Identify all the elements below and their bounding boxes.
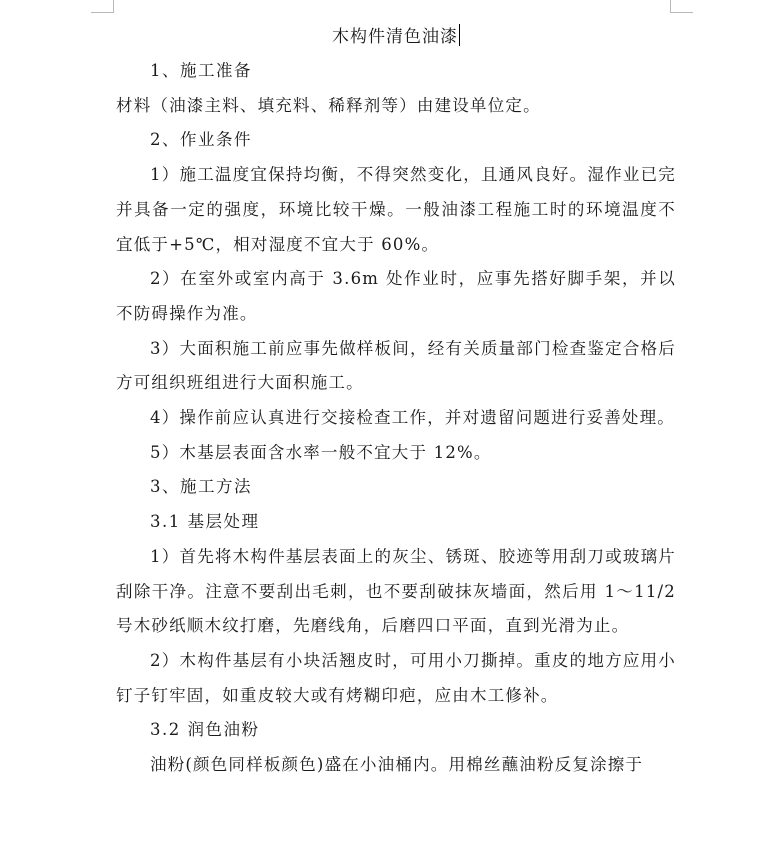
paragraph-condition-3: 3）大面积施工前应事先做样板间，经有关质量部门检查鉴定合格后方可组织班组进行大面积施工。	[116, 338, 676, 393]
subsection-heading-base: 3.1 基层处理	[150, 512, 260, 532]
paragraph-condition-4: 4）操作前应认真进行交接检查工作，并对遗留问题进行妥善处理。	[150, 408, 675, 428]
section-heading-method: 3、施工方法	[150, 477, 252, 497]
section-heading-preparation: 1、施工准备	[150, 61, 252, 80]
paragraph-base-1: 1）首先将木构件基层表面上的灰尘、锈斑、胶迹等用刮刀或玻璃片刮除干净。注意不要刮出毛刺，也不要刮破抹灰墙面，然后用 1～11/2 号木砂纸顺木纹打磨，先磨线角，后磨四口平面，直到光滑为止。	[116, 546, 676, 636]
subsection-heading-coloring: 3.2 润色油粉	[150, 720, 260, 740]
document-title: 木构件清色油漆	[116, 20, 676, 54]
page-corner-mark-top-left	[91, 0, 114, 13]
paragraph-base-2: 2）木构件基层有小块活翘皮时，可用小刀撕掉。重皮的地方应用小钉子钉牢固，如重皮较大或有烤糊印疤，应由木工修补。	[116, 650, 676, 705]
paragraph-condition-2: 2）在室外或室内高于 3.6m 处作业时，应事先搭好脚手架，并以不防碍操作为准。	[116, 269, 676, 323]
paragraph-materials: 材料（油漆主料、填充料、稀释剂等）由建设单位定。	[116, 95, 541, 115]
page-corner-mark-top-right	[670, 0, 693, 13]
document-body[interactable]	[116, 20, 676, 783]
paragraph-condition-1: 1）施工温度宜保持均衡，不得突然变化，且通风良好。湿作业已完并具备一定的强度，环境比较干燥。一般油漆工程施工时的环境温度不宜低于+5℃，相对湿度不宜大于 60%。	[116, 165, 676, 254]
text-cursor	[459, 24, 460, 46]
paragraph-condition-5: 5）木基层表面含水率一般不宜大于 12%。	[150, 442, 492, 462]
paragraph-coloring-1: 油粉(颜色同样板颜色)盛在小油桶内。用棉丝蘸油粉反复涂擦于	[150, 755, 644, 775]
section-heading-conditions: 2、作业条件	[150, 130, 252, 150]
